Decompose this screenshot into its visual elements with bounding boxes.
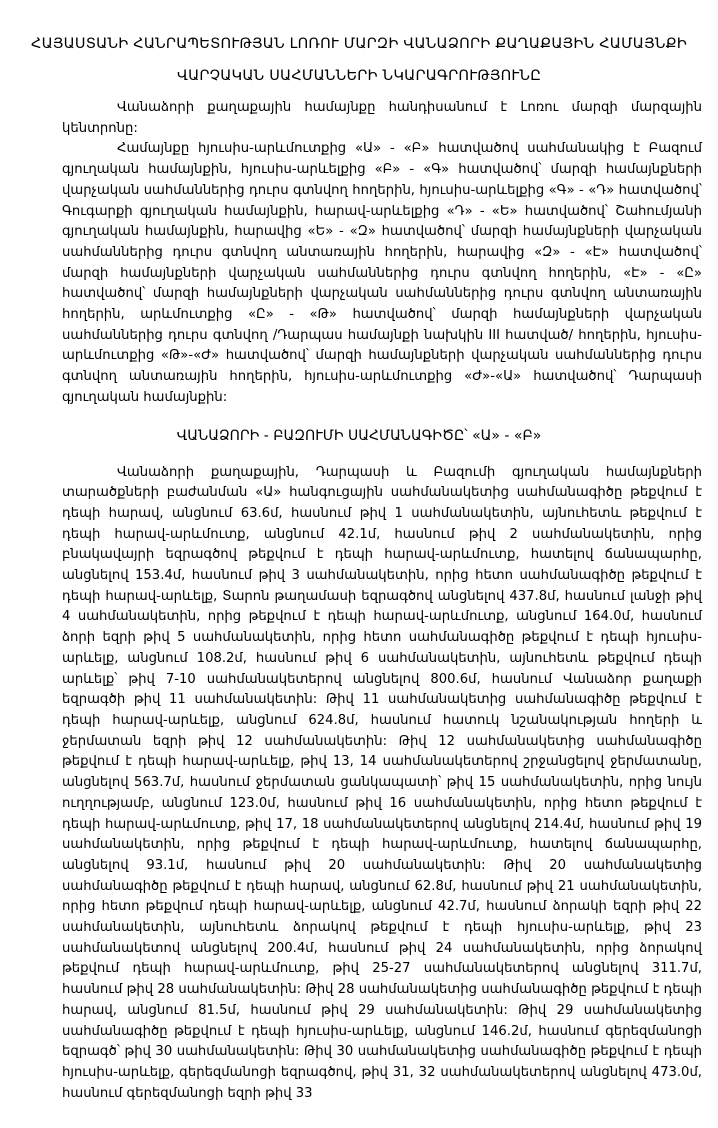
borders-paragraph: Համայնքը հյուսիս-արևմուտքից «Ա» - «Բ» հատվածով սահմանակից է Բազում գյուղական համայնքին, հյուսիս-արևելքից «Բ» - «Գ» հատվածով՝ մարզի համայնքների վարչական սահմաններից դուրս գտնվող հողերին, հյուսիս-արևելքից «Գ» - «Դ» հատվածով՝ Գուգարքի գյուղական համայնքին, հարավ-արևելքից «Դ» - «Ե» հատվածով՝ Շահումյանի գյուղական համայնքին, հարավից «Ե» - «Զ» հատվածով՝ մարզի համայնքների վարչական սահմաններից դուրս գտնվող անտառային հողերին, հարավից «Զ» - «Է» հատվածով՝ մարզի համայնքների վարչական սահմաններից դուրս գտնվող հողերին, «Է» - «Ը» հատվածով՝ մարզի համայնքների վարչական սահմաններից դուրս գտնվող անտառային հողերին, արևմուտքից «Ը» - «Թ» հատվածով՝ մարզի համայնքների վարչական սահմաններից դուրս գտնվող /Դարպաս համայնքի նախկին III հատված/ հողերին, հյուսիս-արևմուտքից «Թ»-«Ժ» հատվածով՝ մարզի համայնքների վարչական սահմաններից դուրս գտնվող անտառային հողերին, հյուսիս-արևմուտքից «Ժ»-«Ա» հատվածով՝ Դարպասի գյուղական համայնքին: [62, 141, 702, 405]
document-title-line-1: ՀԱՅԱՍՏԱՆԻ ՀԱՆՐԱՊԵՏՈՒԹՅԱՆ ԼՈՌՈՒ ՄԱՐԶԻ ՎԱՆԱՁՈՐԻ ՔԱՂԱՔԱՅԻՆ ՀԱՄԱՅՆՔԻ [30, 36, 688, 52]
intro-paragraph: Վանաձորի քաղաքային համայնքը հանդիսանում է Լոռու մարզի մարզային կենտրոնը: [62, 100, 702, 136]
section-heading: ՎԱՆԱՁՈՐԻ - ԲԱԶՈՒՄԻ ՍԱՀՄԱՆԱԳԻԾԸ՝ «Ա» - «Բ» [176, 427, 542, 444]
document-title-line-2: ՎԱՐՉԱԿԱՆ ՍԱՀՄԱՆՆԵՐԻ ՆԿԱՐԱԳՐՈՒԹՅՈՒՆԸ [176, 68, 542, 84]
section-paragraph: Վանաձորի քաղաքային, Դարպասի և Բազումի գյուղական համայնքների տարածքների բաժանման «Ա» հանգուցային սահմանակետից սահմանագիծը թեքվում է դեպի հարավ, անցնում 63.6մ, հասնում թիվ 1 սահմանակետին, այնուհետև թեքվում է դեպի հարավ-արևմուտք, անցնում 42.1մ, հասնում թիվ 2 սահմանակետին, որից բնակավայրի եզրագծով թեքվում է դեպի հարավ-արևմուտք, հատելով ճանապարհը, անցնելով 153.4մ, հասնում թիվ 3 սահմանակետին, որից հետո սահմանագիծը թեքվում է դեպի հարավ-արևելք, Տարոն թաղամասի եզրագծով անցնելով 437.8մ, հասնում լանջի թիվ 4 սահմանակետին, որից թեքվում է դեպի հարավ-արևմուտք, անցնում 164.0մ, հասնում ձորի եզրի թիվ 5 սահմանակետին, որից հետո սահմանագիծը թեքվում է դեպի հյուսիս-արևելք, անցնում 108.2մ, հասնում թիվ 6 սահմանակետին, այնուհետև թեքվում դեպի արևելք՝ թիվ 7-10 սահմանակետերով անցնելով 800.6մ, հասնում Վանաձոր քաղաքի եզրագծի թիվ 11 սահմանակետին: Թիվ 11 սահմանակետից սահմանագիծը թեքվում է դեպի հարավ-արևելք, անցնում 624.8մ, հասնում հատուկ նշանակության հողերի և ջերմատան եզրի թիվ 12 սահմանակետին: Թիվ 12 սահմանակետից սահմանագիծը թեքվում է դեպի հարավ-արևելք, թիվ 13, 14 սահմանակետերով շրջանցելով ջերմատանը, անցնելով 563.7մ, հասնում ջերմատան ցանկապատի՝ թիվ 15 սահմանակետին, որից նույն ուղղությամբ, անցնում 123.0մ, հասնում թիվ 16 սահմանակետին, որից հետո թեքվում է դեպի հարավ-արևմուտք, թիվ 17, 18 սահմանակետերով անցնելով 214.4մ, հասնում թիվ 19 սահմանակետին, որից թեքվում է դեպի հարավ-արևմուտք, հատելով ճանապարհը, անցնելով 93.1մ, հասնում թիվ 20 սահմանակետին: Թիվ 20 սահմանակետից սահմանագիծը թեքվում է դեպի հարավ, անցնում 62.8մ, հասնում թիվ 21 սահմանակետին, որից հետո թեքվում դեպի հարավ-արևելք, անցնում 42.7մ, հասնում ձորակի եզրի թիվ 22 սահմանակետին, այնուհետև ձորակով թեքվում է դեպի հյուսիս-արևելք, թիվ 23 սահմանակետով անցնելով 200.4մ, հասնում թիվ 24 սահմանակետին, որից ձորակով թեքվում դեպի հարավ-արևմուտք, թիվ 25-27 սահմանակետերով անցնելով 311.7մ, հասնում թիվ 28 սահմանակետին: Թիվ 28 սահմանակետից սահմանագիծը թեքվում է դեպի հարավ, անցնում 81.5մ, հասնում թիվ 29 սահմանակետին: Թիվ 29 սահմանակետից սահմանագիծը թեքվում է դեպի հյուսիս-արևելք, անցնում 146.2մ, հասնում գերեզմանոցի եզրագծ՝ թիվ 30 սահմանակետին: Թիվ 30 սահմանակետից սահմանագիծը թեքվում է դեպի հյուսիս-արևելք, գերեզմանոցի եզրագծով, թիվ 31, 32 սահմանակետերով անցնելով 473.0մ, հասնում գերեզմանոցի եզրի թիվ 33 [62, 464, 702, 1101]
